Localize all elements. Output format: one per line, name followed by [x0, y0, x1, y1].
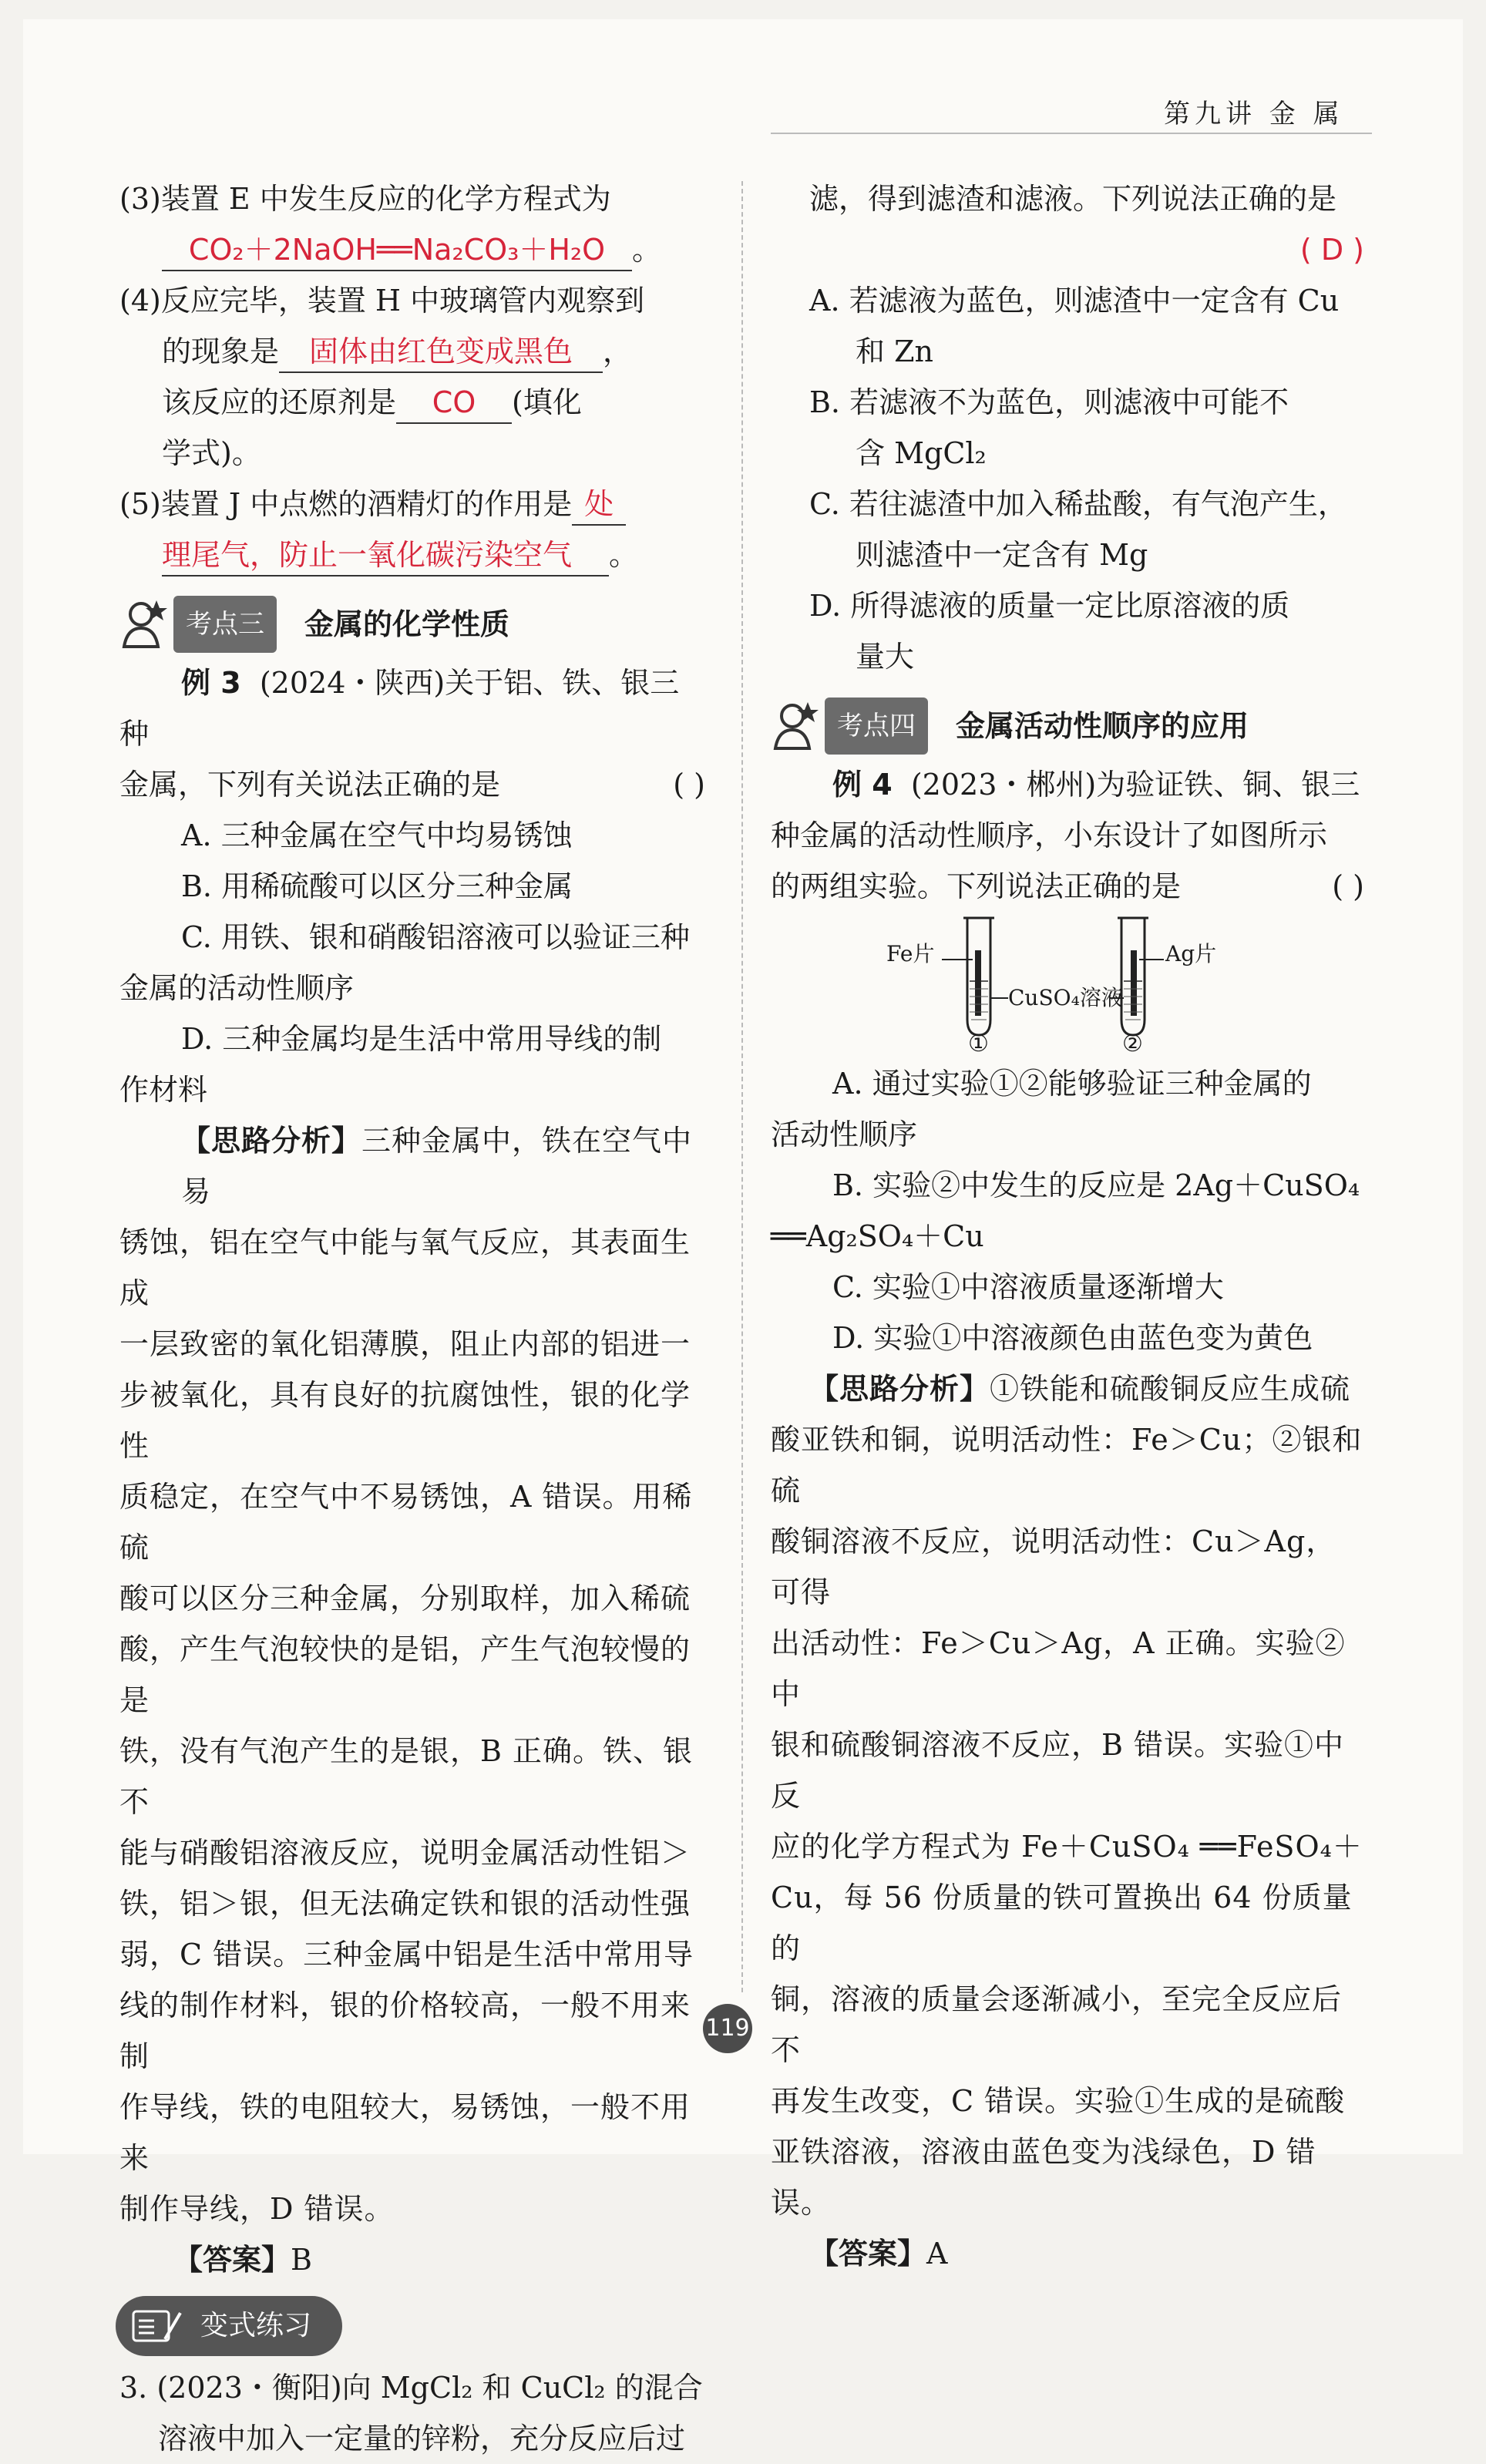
q3-answer-line: CO₂＋2NaOH══Na₂CO₃＋H₂O 。	[119, 224, 705, 275]
q3b-line1: 3. (2023・衡阳)向 MgCl₂ 和 CuCl₂ 的混合	[119, 2371, 703, 2405]
experiment-figure	[771, 912, 1364, 1058]
ex4-option-d: D. 实验①中溶液颜色由蓝色变为黄色	[832, 1321, 1313, 1355]
ex4-option-c: C. 实验①中溶液质量逐渐增大	[832, 1270, 1224, 1304]
q4-line4: 学式)。	[162, 436, 261, 470]
q3-answer: CO₂＋2NaOH══Na₂CO₃＋H₂O	[162, 230, 632, 271]
q3b-answer: ( D )	[1299, 233, 1364, 267]
variant-practice-banner	[116, 2296, 705, 2356]
q3b-line3: 滤，得到滤渣和滤液。下列说法正确的是	[809, 182, 1337, 216]
q3b-answer-line	[771, 224, 1364, 275]
chapter-header: 第九讲 金 属	[1164, 99, 1344, 129]
kaodian-title: 金属活动性顺序的应用	[956, 709, 1249, 743]
example3-line1: 例 3 (2024・陕西)关于铝、铁、银三种	[119, 666, 680, 751]
example3-option-b: B. 用稀硫酸可以区分三种金属	[181, 869, 573, 903]
analysis-block-right: 【思路分析】①铁能和硫酸铜反应生成硫 酸亚铁和铜，说明活动性：Fe＞Cu；②银和硫 酸铜溶液不反应，说明活动性：Cu＞Ag，可得 出活动性：Fe＞Cu＞Ag，A 正确。实验②中 银和硫酸铜溶液不反应，B 错误。实验①中反 应的化学方程式为 Fe＋CuSO₄ ══FeSO₄＋ Cu，每 56 份质量的铁可置换出 64 份质量的 铜，溶液的质量会逐渐减小，至完全反应后不 再发生改变，C 错误。实验①生成的是硫酸 亚铁溶液，溶液由蓝色变为浅绿色，D 错误。	[771, 1372, 1363, 2220]
variant-practice-label: 变式练习	[200, 2310, 312, 2341]
left-column	[119, 173, 705, 2464]
option-d: D. 所得滤液的质量一定比原溶液的质	[809, 589, 1290, 623]
q5-line1: (5)装置 J 中点燃的酒精灯的作用是 处	[119, 479, 705, 529]
answer-right: 【答案】A	[809, 2237, 948, 2271]
ag-label: Ag片	[1165, 941, 1217, 966]
q4-line1: (4)反应完毕，装置 H 中玻璃管内观察到	[119, 284, 645, 318]
q5-answer: 理尾气，防止一氧化碳污染空气	[162, 535, 609, 577]
example4-line2: 种金属的活动性顺序，小东设计了如图所示	[771, 819, 1328, 852]
example3-option-c: C. 用铁、银和硝酸铝溶液可以验证三种	[181, 920, 690, 954]
option-a: A. 若滤液为蓝色，则滤渣中一定含有 Cu	[809, 284, 1340, 318]
section-kaodian3	[119, 597, 705, 651]
example3-line2: 金属，下列有关说法正确的是 ( )	[119, 768, 705, 802]
option-a-cont: 和 Zn	[856, 334, 933, 368]
example3-option-d-cont: 作材料	[119, 1073, 208, 1107]
person-star-icon	[119, 597, 173, 651]
ex4-option-b: B. 实验②中发生的反应是 2Ag＋CuSO₄	[832, 1168, 1360, 1202]
q4-line2: 的现象是 固体由红色变成黑色 ，	[119, 326, 705, 377]
analysis-block-left: 【思路分析】三种金属中，铁在空气中易 锈蚀，铝在空气中能与氧气反应，其表面生成 一层致密的氧化铝薄膜，阻止内部的铝进一 步被氧化，具有良好的抗腐蚀性，银的化学性 质稳定，在空气中不易锈蚀，A 错误。用稀硫 酸可以区分三种金属，分别取样，加入稀硫 酸，产生气泡较快的是铝，产生气泡较慢的是 铁，没有气泡产生的是银，B 正确。铁、银不 能与硝酸铝溶液反应，说明金属活动性铝＞ 铁，铝＞银，但无法确定铁和银的活动性强 弱，C 错误。三种金属中铝是生活中常用导 线的制作材料，银的价格较高，一般不用来制 作导线，铁的电阻较大，易锈蚀，一般不用来 制作导线，D 错误。	[119, 1124, 694, 2226]
kaodian-tag: 考点三	[173, 596, 277, 653]
q3-text: (3)装置 E 中发生反应的化学方程式为	[119, 182, 611, 216]
section-kaodian4	[771, 699, 1364, 753]
ex4-option-b-cont: ══Ag₂SO₄＋Cu	[771, 1219, 984, 1253]
q3b-line2: 溶液中加入一定量的锌粉，充分反应后过	[158, 2422, 686, 2456]
option-b: B. 若滤液不为蓝色，则滤液中可能不	[809, 385, 1289, 419]
page-number: 119	[703, 2004, 752, 2053]
tube2-number: ②	[1122, 1030, 1143, 1057]
header-rule	[771, 133, 1372, 134]
cuso4-label: CuSO₄溶液	[1008, 985, 1123, 1010]
option-d-cont: 量大	[856, 640, 915, 674]
person-star-icon	[771, 699, 825, 753]
answer-left: 【答案】B	[173, 2243, 312, 2277]
fe-label: Fe片	[886, 941, 935, 966]
example4-line3: 的两组实验。下列说法正确的是 ( )	[771, 869, 1364, 903]
example3-option-c-cont: 金属的活动性顺序	[119, 971, 355, 1005]
kaodian-tag: 考点四	[825, 698, 928, 755]
q5-line2: 理尾气，防止一氧化碳污染空气 。	[119, 529, 705, 580]
option-b-cont: 含 MgCl₂	[856, 436, 987, 470]
q4-answer1: 固体由红色变成黑色	[279, 331, 603, 373]
example4-line1: 例 4 (2023・郴州)为验证铁、铜、银三	[832, 768, 1360, 802]
right-column	[771, 173, 1364, 2279]
q4-line3: 该反应的还原剂是 CO (填化	[119, 377, 705, 428]
tube1-number: ①	[968, 1030, 989, 1057]
notebook-pen-icon	[131, 2308, 185, 2344]
ex4-option-a: A. 通过实验①②能够验证三种金属的	[832, 1067, 1312, 1101]
ex4-option-a-cont: 活动性顺序	[771, 1118, 918, 1151]
example3-option-a: A. 三种金属在空气中均易锈蚀	[181, 819, 573, 852]
option-c-cont: 则滤渣中一定含有 Mg	[856, 538, 1148, 572]
kaodian-title: 金属的化学性质	[304, 607, 510, 641]
option-c: C. 若往滤渣中加入稀盐酸，有气泡产生，	[809, 487, 1347, 521]
column-divider	[741, 181, 743, 1992]
example3-option-d: D. 三种金属均是生活中常用导线的制	[181, 1022, 662, 1056]
q4-answer2: CO	[396, 382, 512, 424]
